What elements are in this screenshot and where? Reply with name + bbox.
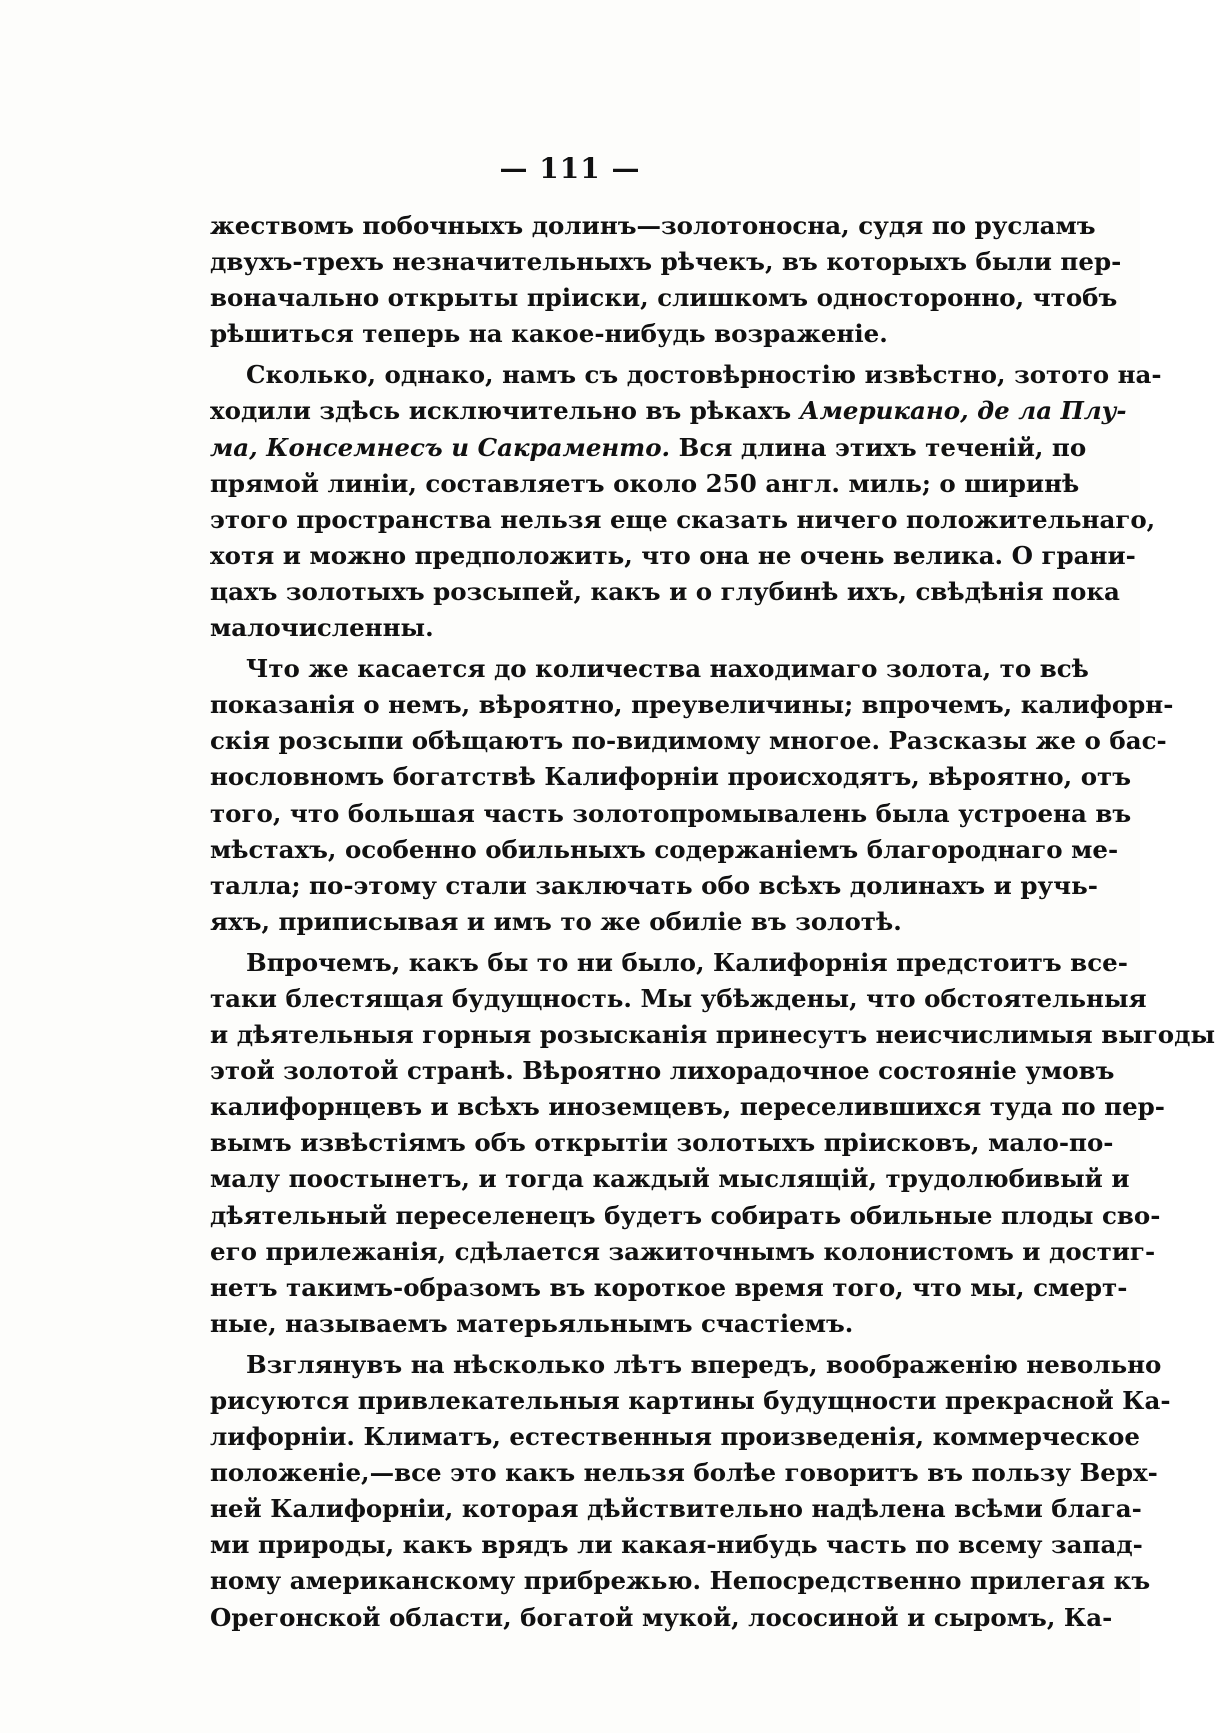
- text-line: этого пространства нельзя еще сказать ничего положительнаго,: [210, 504, 1156, 534]
- text-line: его прилежанія, сдѣлается зажиточнымъ колонистомъ и достиг-: [210, 1236, 1156, 1266]
- text-line: Орегонской области, богатой мукой, лососиной и сыромъ, Ка-: [210, 1602, 1113, 1632]
- text-line: Сколько, однако, намъ съ достовѣрностію извѣстно, зототo на-: [246, 360, 1162, 390]
- paragraph-1: [210, 208, 1122, 352]
- text-line: талла; по-этому стали заключать обо всѣхъ долинахъ и ручь-: [210, 870, 1098, 900]
- body-text: [210, 208, 1215, 1641]
- text-line: нетъ такимъ-образомъ въ короткое время того, что мы, смерт-: [210, 1272, 1128, 1302]
- text-line: двухъ-трехъ незначительныхъ рѣчекъ, въ которыхъ были пер-: [210, 247, 1122, 277]
- page-number: — 111 —: [499, 152, 641, 185]
- text-line: ному американскому прибрежью. Непосредственно прилегая къ: [210, 1566, 1151, 1596]
- text-line: Взглянувъ на нѣсколько лѣтъ впередъ, воображенію невольно: [246, 1349, 1162, 1379]
- text-line: ми природы, какъ врядъ ли какая-нибудь часть по всему запад-: [210, 1530, 1143, 1560]
- text-line: прямой линіи, составляетъ около 250 англ. миль; о ширинѣ: [210, 468, 1080, 498]
- text-line: того, что большая часть золотопромывалень была устроена въ: [210, 798, 1132, 828]
- text-line: воначально открыты пріиски, слишкомъ односторонно, чтобъ: [210, 283, 1118, 313]
- text-line: малу поостынетъ, и тогда каждый мыслящій, трудолюбивый и: [210, 1164, 1130, 1194]
- text-line: Что же касается до количества находимаго золота, то всѣ: [246, 654, 1089, 684]
- paragraph-3: [210, 651, 1174, 940]
- text-line: ней Калифорніи, которая дѣйствительно надѣлена всѣми блага-: [210, 1494, 1142, 1524]
- text-line: таки блестящая будущность. Мы убѣждены, что обстоятельныя: [210, 983, 1147, 1013]
- text-line: лифорніи. Климатъ, естественныя произведенія, коммерческое: [210, 1422, 1140, 1452]
- text-line: и дѣятельныя горныя розысканія принесутъ неисчислимыя выгоды: [210, 1020, 1215, 1050]
- italic-run: ма,: [210, 432, 267, 462]
- italic-run: Американо, де ла Плу-: [799, 396, 1127, 426]
- text-line: Впрочемъ, какъ бы то ни было, Калифорнія предстоитъ все-: [246, 947, 1128, 977]
- text-line: мѣстахъ, особенно обильныхъ содержаніемъ благороднаго ме-: [210, 834, 1119, 864]
- paragraph-4: [210, 945, 1215, 1342]
- text-line: нословномъ богатствѣ Калифорніи происходятъ, вѣроятно, отъ: [210, 762, 1132, 792]
- paragraph-2: [210, 357, 1162, 646]
- text-line: малочисленны.: [210, 613, 434, 643]
- text-line: [210, 430, 1087, 466]
- text-run: Вся длина этихъ теченій, по: [670, 432, 1087, 462]
- paragraph-5: [210, 1347, 1171, 1636]
- text-line: хотя и можно предположить, что она не очень велика. О грани-: [210, 540, 1136, 570]
- text-line: рисуются привлекательныя картины будущности прекрасной Ка-: [210, 1386, 1171, 1415]
- text-line: скія розсыпи обѣщаютъ по-видимому многое. Разсказы же о бас-: [210, 726, 1167, 756]
- text-line: вымъ извѣстіямъ объ открытіи золотыхъ пріисковъ, мало-по-: [210, 1128, 1114, 1158]
- text-line: ные, называемъ матерьяльнымъ счастіемъ.: [210, 1308, 854, 1338]
- text-line: [210, 393, 1127, 429]
- text-line: яхъ, приписывая и имъ то же обиліе въ золотѣ.: [210, 906, 902, 936]
- text-line: этой золотой странѣ. Вѣроятно лихорадочное состояніе умовъ: [210, 1056, 1115, 1086]
- text-line: дѣятельный переселенецъ будетъ собирать обильные плоды сво-: [210, 1200, 1161, 1230]
- text-line: калифорнцевъ и всѣхъ иноземцевъ, переселившихся туда по пер-: [210, 1092, 1165, 1122]
- italic-run: Консемнесъ и Сакраменто.: [266, 432, 671, 462]
- text-line: цахъ золотыхъ розсыпей, какъ и о глубинѣ ихъ, свѣдѣнія пока: [210, 576, 1120, 606]
- text-line: жествомъ побочныхъ долинъ—золотоносна, судя по русламъ: [210, 211, 1096, 240]
- text-line: рѣшиться теперь на какое-нибудь возраженіе.: [210, 319, 888, 349]
- text-line: положеніе,—все это какъ нельзя болѣе говоритъ въ пользу Верх-: [210, 1458, 1158, 1488]
- text-run: ходили здѣсь исключительно въ рѣкахъ: [210, 396, 792, 426]
- text-line: показанія о немъ, вѣроятно, преувеличины; впрочемъ, калифорн-: [210, 690, 1174, 720]
